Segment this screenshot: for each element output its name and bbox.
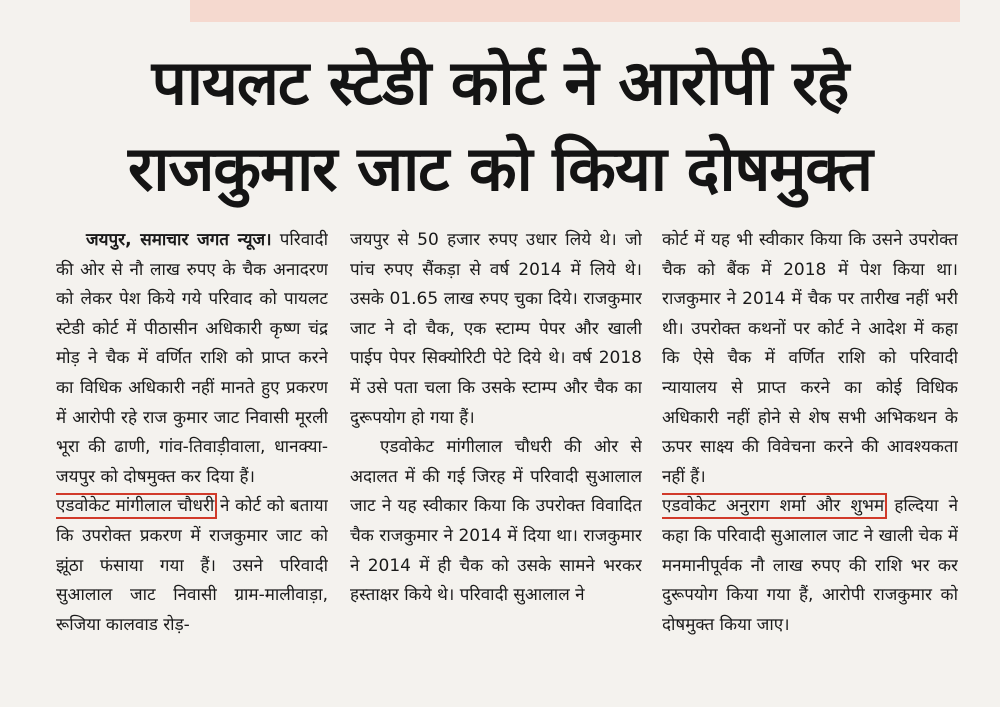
paragraph-text: ने कोर्ट को बताया कि उपरोक्त प्रकरण में राजकुमार जाट को झूंठा फंसाया गया हैं। उसने परिवादी सुआलाल जाट निवासी ग्राम-मालीवाड़ा, रूजिया कालवाड रोड़- <box>56 496 328 635</box>
headline-line-1: पायलट स्टेडी कोर्ट ने आरोपी रहे <box>151 46 849 119</box>
highlighted-name-box: एडवोकेट अनुराग शर्मा और शुभम <box>662 496 885 517</box>
paragraph: जयपुर से 50 हजार रुपए उधार लिये थे। जो पांच रुपए सैंकड़ा से वर्ष 2014 में लिये थे। उसके 01.65 लाख रुपए चुका दिये। राजकुमार जाट ने दो चैक, एक स्टाम्प पेपर और खाली पाईप पेपर सिक्योरिटी पेटे दिये थे। वर्ष 2018 में उसे पता चला कि उसके स्टाम्प और चैक का दुरूपयोग हो गया हैं। <box>350 230 642 428</box>
paragraph <box>56 226 328 492</box>
article-column-3 <box>662 226 958 701</box>
paragraph-text: हल्दिया ने कहा कि परिवादी सुआलाल जाट ने खाली चेक में मनमानीपूर्वक नौ लाख रुपए की राशि भर कर दुरूपयोग किया गया हैं, आरोपी राजकुमार को दोषमुक्त किया जाए। <box>662 496 958 635</box>
paragraph <box>662 492 958 640</box>
top-banner-strip <box>190 0 960 22</box>
dateline: जयपुर, समाचार जगत न्यूज। <box>86 230 272 250</box>
highlighted-name-box: एडवोकेट मांगीलाल चौधरी <box>56 496 215 517</box>
paragraph-text: परिवादी की ओर से नौ लाख रुपए के चैक अनादरण को लेकर पेश किये गये परिवाद को पायलट स्टेडी कोर्ट में पीठासीन अधिकारी कृष्ण चंद्र मोड़ ने चैक में वर्णित राशि को प्राप्त करने का विधिक अधिकारी नहीं मानते हुए प्रकरण में आरोपी रहे राज कुमार जाट निवासी मूरली भूरा की ढाणी, गांव-तिवाड़ीवाला, धानक्या-जयपुर को दोषमुक्त कर दिया हैं। <box>56 230 328 487</box>
headline-line-2: राजकुमार जाट को किया दोषमुक्त <box>127 132 872 205</box>
paragraph <box>56 492 328 640</box>
article-column-2 <box>350 226 642 701</box>
paragraph: कोर्ट में यह भी स्वीकार किया कि उसने उपरोक्त चैक को बैंक में 2018 में पेश किया था। राजकुमार ने 2014 में चैक पर तारीख नहीं भरी थी। उपरोक्त कथनों पर कोर्ट ने आदेश में कहा कि ऐसे चैक में वर्णित राशि को परिवादी न्यायालय से प्राप्त करने का कोई विधिक अधिकारी नहीं होने से शेष सभी अभिकथन के ऊपर साक्ष्य की विवेचना करने की आवश्यकता नहीं हैं। <box>662 230 958 487</box>
article-column-1 <box>56 226 328 701</box>
headline <box>0 40 1000 212</box>
paragraph: एडवोकेट मांगीलाल चौधरी की ओर से अदालत में की गई जिरह में परिवादी सुआलाल जाट ने यह स्वीकार किया कि उपरोक्त विवादित चैक राजकुमार ने 2014 में दिया था। राजकुमार ने 2014 में ही चैक को उसके सामने भरकर हस्ताक्षर किये थे। परिवादी सुआलाल ने <box>350 437 642 606</box>
